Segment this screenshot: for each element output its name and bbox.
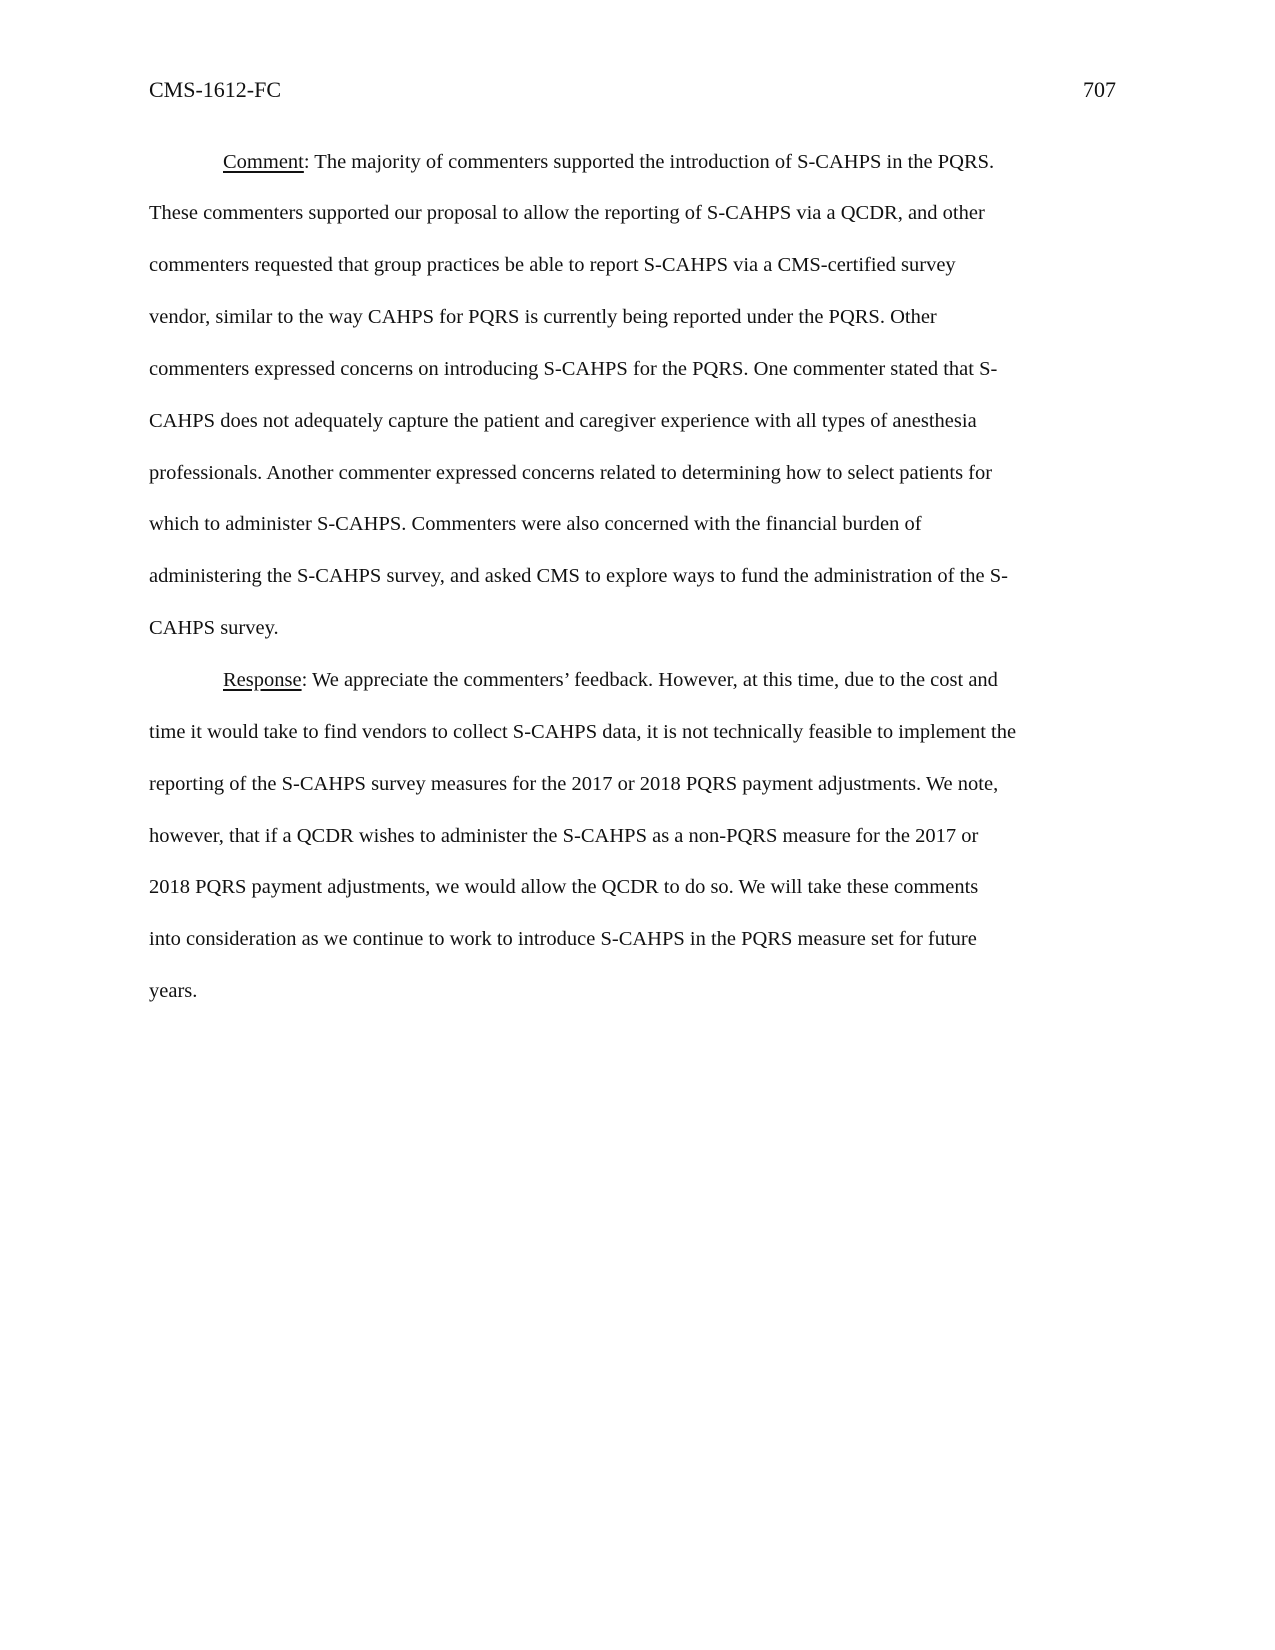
comment-line: These commenters supported our proposal to allow the reporting of S-CAHPS via a QCDR, and other (149, 202, 985, 224)
response-line: time it would take to find vendors to collect S-CAHPS data, it is not technically feasible to implement the (149, 721, 1017, 743)
response-line: however, that if a QCDR wishes to administer the S-CAHPS as a non-PQRS measure for the 2017 or (149, 825, 979, 847)
response-line: into consideration as we continue to work to introduce S-CAHPS in the PQRS measure set for future (149, 928, 977, 950)
comment-line: which to administer S-CAHPS. Commenters were also concerned with the financial burden of (149, 513, 922, 535)
comment-line: professionals. Another commenter expressed concerns related to determining how to select patients for (149, 462, 993, 484)
comment-line: administering the S-CAHPS survey, and asked CMS to explore ways to fund the administration of the S- (149, 565, 1008, 587)
comment-line: CAHPS survey. (149, 617, 279, 639)
comment-first-line (223, 148, 994, 176)
response-line: reporting of the S-CAHPS survey measures for the 2017 or 2018 PQRS payment adjustments. We note, (149, 773, 999, 795)
document-id: CMS-1612-FC (149, 77, 282, 102)
response-label: Response (223, 669, 302, 691)
response-first-line (223, 666, 998, 694)
comment-line: commenters requested that group practices be able to report S-CAHPS via a CMS-certified survey (149, 254, 956, 276)
comment-line: CAHPS does not adequately capture the patient and caregiver experience with all types of anesthesia (149, 410, 977, 432)
response-line: years. (149, 980, 198, 1002)
comment-label: Comment (223, 151, 304, 173)
comment-line: commenters expressed concerns on introducing S-CAHPS for the PQRS. One commenter stated that S- (149, 358, 998, 380)
response-line: 2018 PQRS payment adjustments, we would allow the QCDR to do so. We will take these comments (149, 876, 979, 898)
response-line-text: : We appreciate the commenters’ feedback. However, at this time, due to the cost and (301, 669, 998, 691)
comment-line: vendor, similar to the way CAHPS for PQRS is currently being reported under the PQRS. Other (149, 306, 937, 328)
comment-line-text: : The majority of commenters supported the introduction of S-CAHPS in the PQRS. (303, 151, 995, 173)
page-number: 707 (1083, 77, 1116, 102)
